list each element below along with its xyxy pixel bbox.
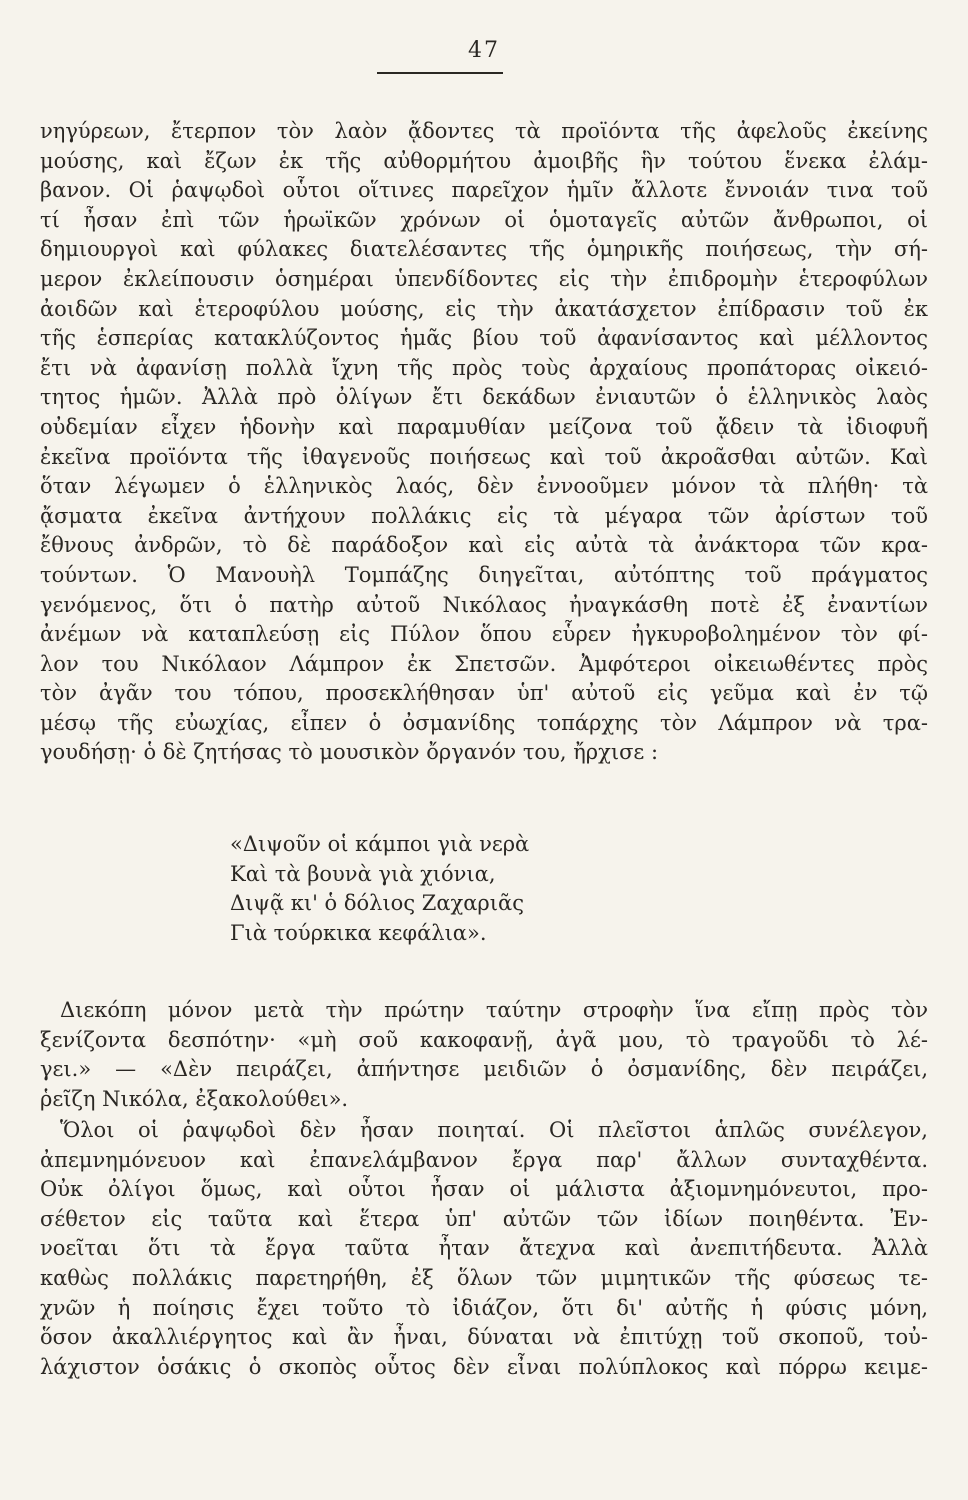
paragraph1-line: τούντων. Ὁ Μανουὴλ Τομπάζης διηγεῖται, αὐτόπτης τοῦ πράγματος [40, 562, 928, 587]
paragraph1-line: γουδήσῃ· ὁ δὲ ζητήσας τὸ μουσικὸν ὄργανόν του, ἤρχισε : [40, 740, 659, 765]
paragraph1-line: ἀοιδῶν καὶ ἑτεροφύλου μούσης, εἰς τὴν ἀκατάσχετον ἐπίδρασιν τοῦ ἐκ [40, 296, 928, 321]
paragraph3-line: χνῶν ἡ ποίησις ἔχει τοῦτο τὸ ἰδιάζον, ὅτι δι' αὐτῆς ἡ φύσις μόνη, [40, 1295, 928, 1320]
page-number: 47 [468, 38, 500, 63]
paragraph3-line: καθὼς πολλάκις παρετηρήθη, ἐξ ὅλων τῶν μιμητικῶν τῆς φύσεως τε- [40, 1265, 928, 1290]
paragraph1-line: μούσης, καὶ ἔζων ἐκ τῆς αὐθορμήτου ἀμοιβῆς ἣν τούτου ἕνεκα ἐλάμ- [40, 148, 928, 173]
paragraph1-line: τὸν ἀγᾶν του τόπου, προσεκλήθησαν ὑπ' αὐτοῦ εἰς γεῦμα καὶ ἐν τῷ [40, 681, 928, 706]
paragraph3-line: ὅσον ἀκαλλιέργητος καὶ ἂν ἦναι, δύναται νὰ ἐπιτύχῃ τοῦ σκοποῦ, τοὐ- [40, 1325, 928, 1350]
paragraph-3 [40, 1116, 928, 1382]
verse-quatrain [230, 830, 529, 948]
paragraph3-line: Οὐκ ὀλίγοι ὅμως, καὶ οὗτοι ἦσαν οἱ μάλιστα ἀξιομνημόνευτοι, προ- [40, 1177, 928, 1202]
paragraph1-line: λον του Νικόλαον Λάμπρον ἐκ Σπετσῶν. Ἀμφότεροι οἰκειωθέντες πρὸς [40, 651, 928, 676]
paragraph1-line: τί ἦσαν ἐπὶ τῶν ἡρωϊκῶν χρόνων οἱ ὁμοταγεῖς αὐτῶν ἄνθρωποι, οἱ [40, 207, 928, 232]
paragraph1-line: νηγύρεων, ἔτερπον τὸν λαὸν ᾄδοντες τὰ προϊόντα τῆς ἀφελοῦς ἐκείνης [40, 119, 928, 143]
paragraph1-line: ὅταν λέγωμεν ὁ ἑλληνικὸς λαός, δὲν ἐννοοῦμεν μόνον τὰ πλήθη· τὰ [40, 474, 928, 499]
paragraph1-line: ἐκεῖνα προϊόντα τῆς ἰθαγενοῦς ποιήσεως καὶ τοῦ ἀκροᾶσθαι αὐτῶν. Καὶ [40, 444, 928, 469]
paragraph1-line: τῆς ἑσπερίας κατακλύζοντος ἡμᾶς βίου τοῦ ἀφανίσαντος καὶ μέλλοντος [40, 326, 928, 351]
paragraph1-line: μέσῳ τῆς εὐωχίας, εἶπεν ὁ ὀσμανίδης τοπάρχης τὸν Λάμπρον νὰ τρα- [40, 710, 928, 735]
paragraph2-line: Διεκόπη μόνον μετὰ τὴν πρώτην ταύτην στροφὴν ἵνα εἴπῃ πρὸς τὸν [60, 998, 928, 1022]
paragraph2-line: ῥεῖζη Νικόλα, ἐξακολούθει». [40, 1086, 349, 1111]
paragraph2-line: γει.» — «Δὲν πειράζει, ἀπήντησε μειδιῶν ὁ ὀσμανίδης, δὲν πειράζει, [40, 1057, 928, 1082]
paragraph-1 [40, 117, 928, 768]
paragraph1-line: ἀνέμων νὰ καταπλεύσῃ εἰς Πύλον ὅπου εὗρεν ἠγκυροβολημένον τὸν φί- [40, 622, 928, 647]
verse-line: «Διψοῦν οἱ κάμποι γιὰ νερὰ [230, 832, 530, 856]
paragraph3-line: λάχιστον ὁσάκις ὁ σκοπὸς οὗτος δὲν εἶναι πολύπλοκος καὶ πόρρω κειμε- [40, 1354, 928, 1379]
paragraph3-line: Ὅλοι οἱ ῥαψῳδοὶ δὲν ἦσαν ποιηταί. Οἱ πλεῖστοι ἁπλῶς συνέλεγον, [60, 1118, 928, 1142]
paragraph1-line: ἔθνους ἀνδρῶν, τὸ δὲ παράδοξον καὶ εἰς αὐτὰ τὰ ἀνάκτορα τῶν κρα- [40, 533, 928, 558]
verse-line: Γιὰ τούρκικα κεφάλια». [230, 920, 487, 945]
paragraph-2 [40, 996, 928, 1114]
paragraph1-line: βανον. Οἱ ῥαψῳδοὶ οὗτοι οἵτινες παρεῖχον ἡμῖν ἄλλοτε ἔννοιάν τινα τοῦ [40, 178, 928, 203]
paragraph1-line: γενόμενος, ὅτι ὁ πατὴρ αὐτοῦ Νικόλαος ἠναγκάσθη ποτὲ ἐξ ἐναντίων [40, 592, 928, 617]
paragraph1-line: τητος ἡμῶν. Ἀλλὰ πρὸ ὀλίγων ἔτι δεκάδων ἐνιαυτῶν ὁ ἑλληνικὸς λαὸς [40, 385, 928, 410]
paragraph1-line: ἔτι νὰ ἀφανίσῃ πολλὰ ἴχνη τῆς πρὸς τοὺς ἀρχαίους προπάτορας οἰκειό- [40, 355, 928, 380]
paragraph1-line: δημιουργοὶ καὶ φύλακες διατελέσαντες τῆς ὁμηρικῆς ποιήσεως, τὴν σή- [40, 237, 928, 262]
paragraph2-line: ξενίζοντα δεσπότην· «μὴ σοῦ κακοφανῇ, ἀγᾶ μου, τὸ τραγοῦδι τὸ λέ- [40, 1027, 928, 1052]
paragraph1-line: ᾄσματα ἐκεῖνα ἀντήχουν πολλάκις εἰς τὰ μέγαρα τῶν ἀρίστων τοῦ [40, 503, 928, 528]
header-rule [377, 72, 503, 74]
paragraph3-line: σέθετον εἰς ταῦτα καὶ ἕτερα ὑπ' αὐτῶν τῶν ἰδίων ποιηθέντα. Ἐν- [40, 1206, 928, 1231]
paragraph1-line: οὐδεμίαν εἶχεν ἡδονὴν καὶ παραμυθίαν μείζονα τοῦ ᾄδειν τὰ ἰδιοφυῆ [40, 414, 928, 439]
verse-line: Διψᾷ κι' ὁ δόλιος Ζαχαριᾶς [230, 891, 524, 916]
paragraph1-line: μερον ἐκλείπουσιν ὁσημέραι ὑπενδίδοντες εἰς τὴν ἐπιδρομὴν ἑτεροφύλων [40, 266, 928, 291]
verse-line: Καὶ τὰ βουνὰ γιὰ χιόνια, [230, 861, 496, 886]
paragraph3-line: νοεῖται ὅτι τὰ ἔργα ταῦτα ἦταν ἄτεχνα καὶ ἀνεπιτήδευτα. Ἀλλὰ [40, 1236, 928, 1261]
paragraph3-line: ἀπεμνημόνευον καὶ ἐπανελάμβανον ἔργα παρ' ἄλλων συνταχθέντα. [40, 1147, 928, 1172]
